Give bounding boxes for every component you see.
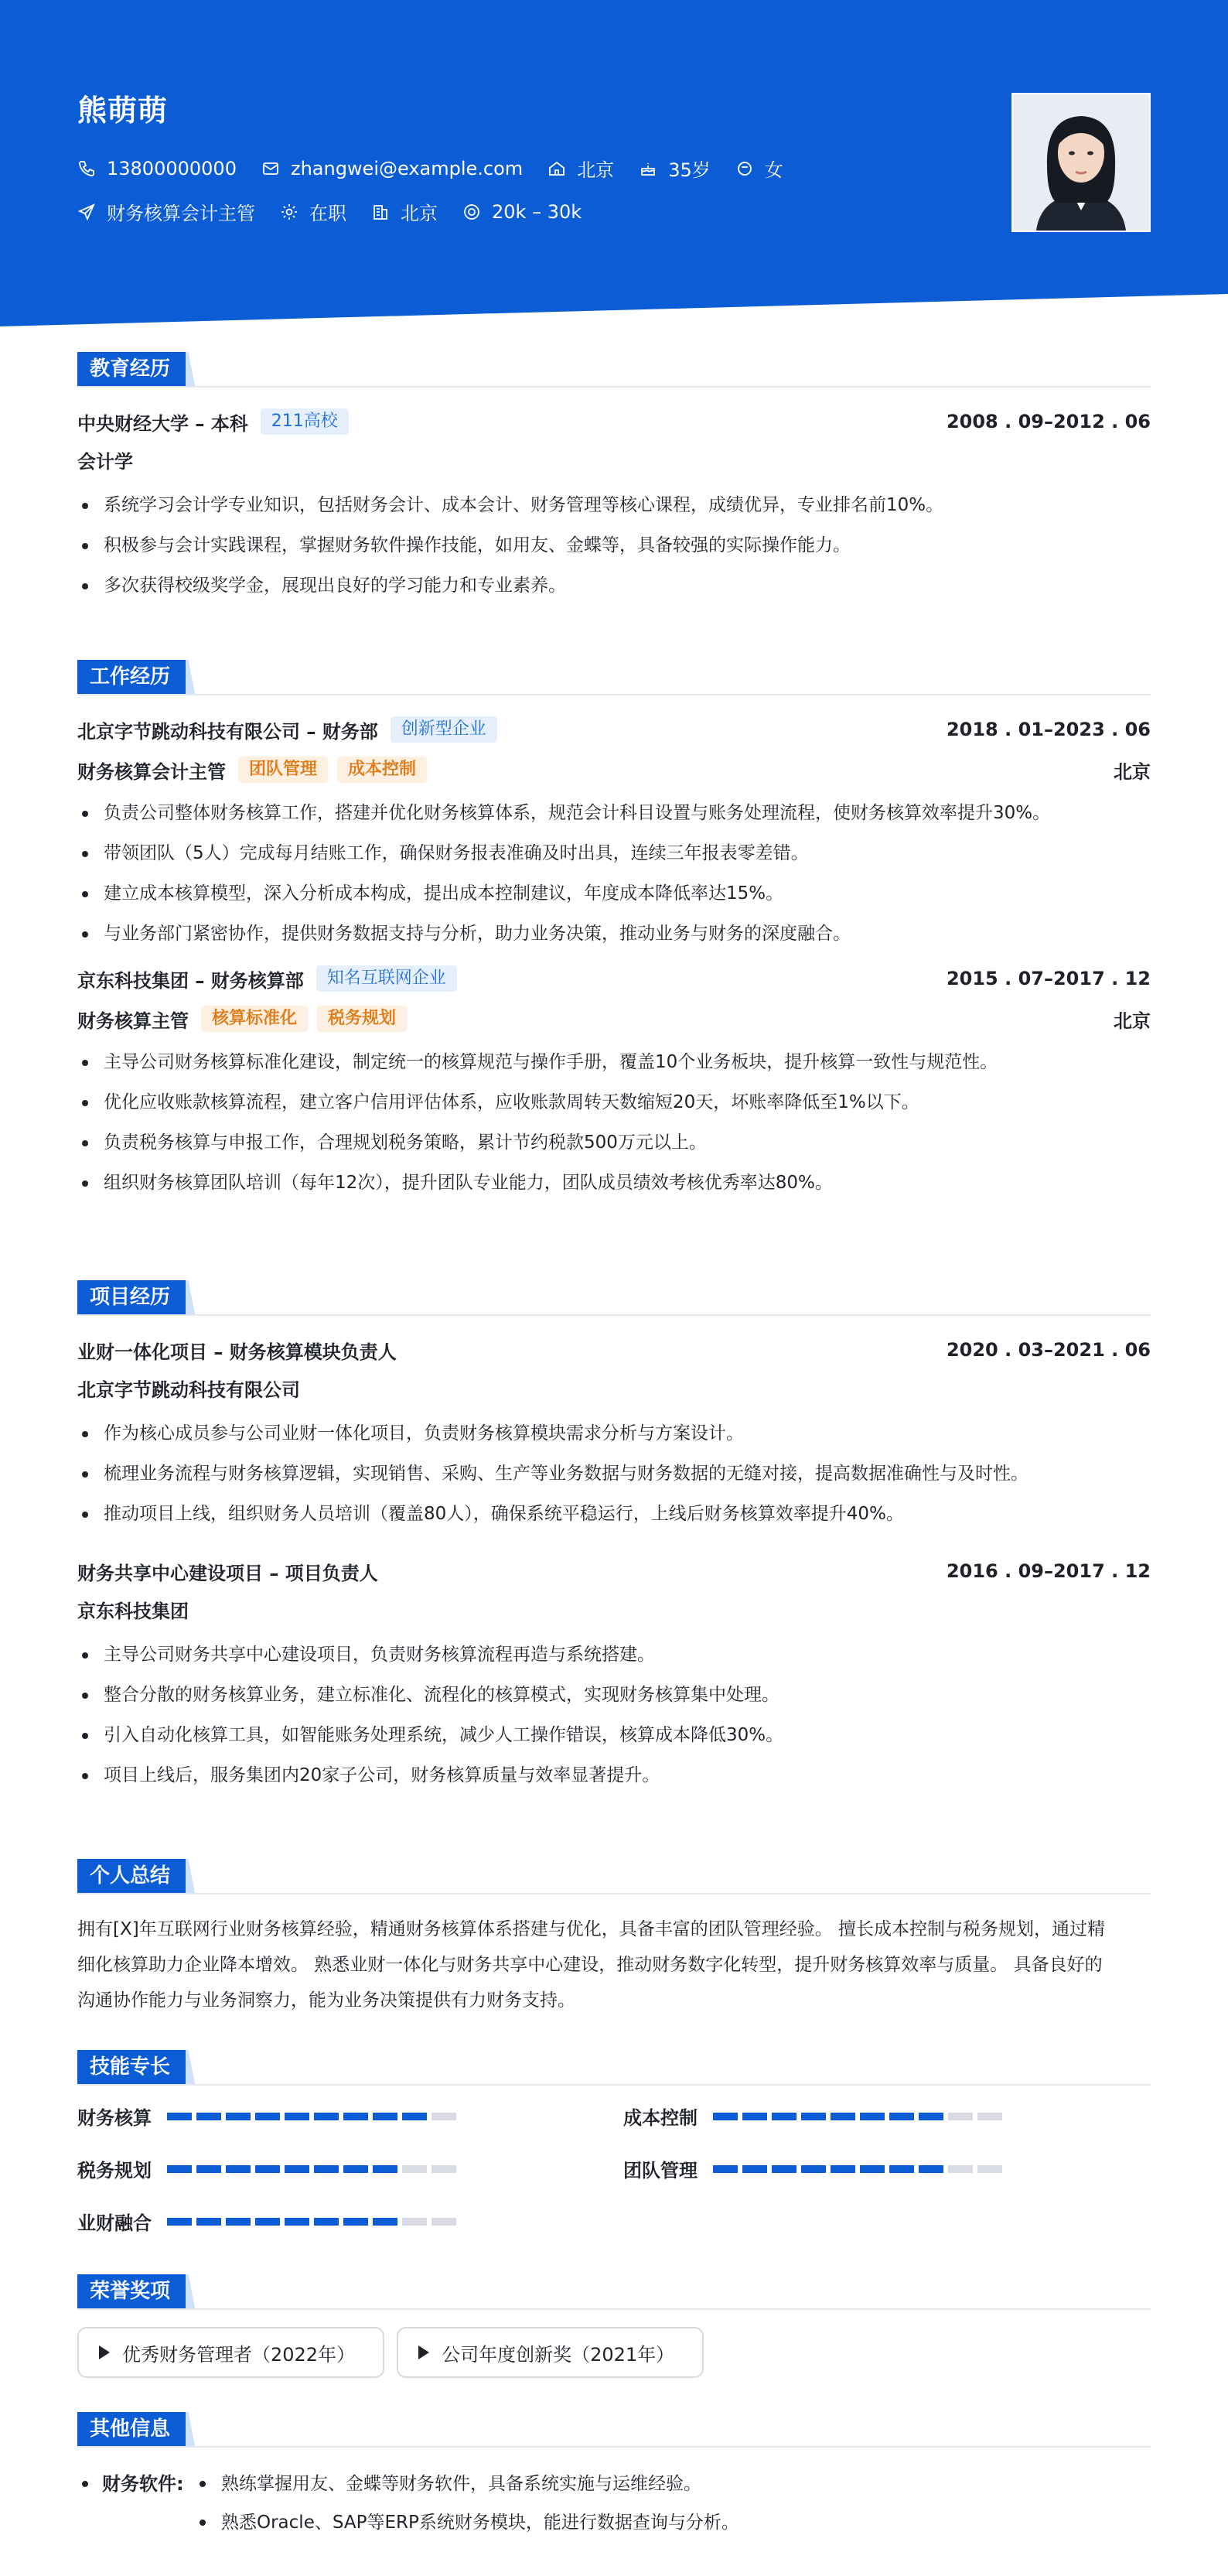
list-item: 多次获得校级奖学金，展现出良好的学习能力和专业素养。	[77, 565, 1151, 606]
home-icon	[547, 159, 566, 178]
skill-level-bar	[167, 2165, 461, 2173]
list-item: 引入自动化核算工具，如智能账务处理系统，减少人工操作错误，核算成本降低30%。	[77, 1715, 1151, 1755]
skills-grid	[77, 2103, 1151, 2257]
skill-segment-empty	[432, 2165, 456, 2173]
gear-icon	[280, 203, 298, 221]
skill-name: 财务核算	[77, 2107, 152, 2129]
skill-segment-filled	[831, 2113, 855, 2120]
skill-segment-empty	[977, 2165, 1002, 2173]
gender-item	[735, 155, 783, 182]
skill-segment-filled	[373, 2113, 397, 2120]
list-item: 组织财务核算团队培训（每年12次），提升团队专业能力，团队成员绩效考核优秀率达80%。	[77, 1163, 1151, 1203]
list-item: 与业务部门紧密协作，提供财务数据支持与分析，助力业务决策，推动业务与财务的深度融合。	[77, 914, 1151, 954]
job-bullets	[77, 793, 1151, 954]
play-icon	[418, 2345, 429, 2359]
summary-line: 拥有[X]年互联网行业财务核算经验，精通财务核算体系搭建与优化，具备丰富的团队管理经验。 擅长成本控制与税务规划，通过精	[77, 1919, 1106, 1939]
section-title-text: 工作经历	[77, 660, 186, 694]
skill-item	[77, 2208, 461, 2235]
other-section	[77, 2412, 1151, 2542]
phone-item	[77, 158, 237, 179]
section-divider	[77, 2446, 1151, 2448]
building-icon	[371, 203, 390, 221]
projects-section	[77, 1280, 1151, 1795]
skill-segment-filled	[285, 2113, 309, 2120]
skill-segment-filled	[255, 2113, 280, 2120]
list-item: 项目上线后，服务集团内20家子公司，财务核算质量与效率显著提升。	[77, 1755, 1151, 1795]
skill-segment-filled	[889, 2165, 914, 2173]
software-list	[195, 2465, 739, 2542]
summary-line: 沟通协作能力与业务洞察力，能为业务决策提供有力财务支持。	[77, 1990, 575, 2011]
company-tag: 知名互联网企业	[316, 965, 457, 992]
skill-segment-filled	[772, 2165, 796, 2173]
gender-icon	[735, 159, 754, 178]
award-text: 优秀财务管理者（2022年）	[122, 2343, 356, 2366]
section-divider	[77, 386, 1151, 388]
skill-level-bar	[713, 2113, 1007, 2120]
award-text: 公司年度创新奖（2021年）	[442, 2343, 675, 2366]
list-item: 负责税务核算与申报工作，合理规划税务策略，累计节约税款500万元以上。	[77, 1122, 1151, 1163]
role-tag: 团队管理	[238, 757, 328, 783]
job-role: 财务核算主管	[77, 1010, 189, 1032]
skill-segment-empty	[432, 2113, 456, 2120]
skill-item	[623, 2103, 1007, 2130]
list-item: 优化应收账款核算流程，建立客户信用评估体系，应收账款周转天数缩短20天，坏账率降低至1%以下。	[77, 1082, 1151, 1122]
section-title-education	[77, 352, 1151, 388]
skill-segment-empty	[948, 2165, 973, 2173]
skill-segment-filled	[196, 2218, 221, 2226]
profile-photo	[1011, 93, 1151, 232]
skill-segment-empty	[948, 2113, 973, 2120]
skill-segment-filled	[343, 2113, 368, 2120]
city-text: 北京	[577, 159, 615, 181]
skill-segment-filled	[373, 2165, 397, 2173]
salary-item	[462, 201, 582, 223]
list-item: 系统学习会计学专业知识，包括财务会计、成本会计、财务管理等核心课程，成绩优异，专业排名前10%。	[77, 485, 1151, 525]
list-item: 推动项目上线，组织财务人员培训（覆盖80人），确保系统平稳运行，上线后财务核算效率提升40%。	[77, 1494, 1151, 1534]
section-title-summary	[77, 1859, 1151, 1894]
role-tag: 税务规划	[317, 1006, 407, 1032]
skill-segment-filled	[860, 2113, 885, 2120]
position-item	[77, 198, 255, 225]
cake-icon	[639, 159, 657, 178]
education-date: 2008 . 09–2012 . 06	[946, 411, 1151, 432]
skill-segment-filled	[196, 2165, 221, 2173]
section-title-text: 荣誉奖项	[77, 2274, 186, 2308]
skill-segment-filled	[255, 2165, 280, 2173]
section-title-work	[77, 660, 1151, 695]
project-bullets	[77, 1635, 1151, 1795]
other-info	[77, 2465, 1151, 2542]
skill-segment-filled	[713, 2113, 738, 2120]
skill-segment-filled	[801, 2113, 826, 2120]
play-icon	[99, 2345, 110, 2359]
job-date: 2018 . 01–2023 . 06	[946, 719, 1151, 740]
skill-segment-filled	[314, 2113, 339, 2120]
work-city-item	[371, 198, 438, 225]
resume-header	[0, 0, 1228, 333]
section-title-text: 教育经历	[77, 352, 186, 386]
skill-segment-filled	[919, 2165, 943, 2173]
skill-name: 成本控制	[623, 2107, 698, 2129]
section-title-projects	[77, 1280, 1151, 1316]
skill-segment-filled	[167, 2113, 192, 2120]
age-text: 35岁	[668, 159, 711, 181]
skill-segment-empty	[402, 2218, 427, 2226]
skill-name: 团队管理	[623, 2160, 698, 2181]
avatar	[1013, 94, 1149, 231]
software-label: 财务软件:	[77, 2465, 184, 2503]
job-bullets	[77, 1042, 1151, 1203]
city-item	[547, 155, 614, 182]
section-title-awards	[77, 2274, 1151, 2310]
section-divider	[77, 1314, 1151, 1316]
company-name: 北京字节跳动科技有限公司 – 财务部	[77, 720, 378, 743]
work-section	[77, 660, 1151, 1203]
skill-segment-empty	[402, 2165, 427, 2173]
skill-segment-filled	[314, 2218, 339, 2226]
project-bullets	[77, 1413, 1151, 1534]
skill-level-bar	[167, 2218, 461, 2226]
summary-line: 细化核算助力企业降本增效。 熟悉业财一体化与财务共享中心建设，推动财务数字化转型，提升财务核算效率与质量。 具备良好的	[77, 1955, 1103, 1975]
job-entry	[77, 712, 1151, 954]
skill-segment-filled	[167, 2218, 192, 2226]
skill-segment-filled	[713, 2165, 738, 2173]
list-item: 主导公司财务共享中心建设项目，负责财务核算流程再造与系统搭建。	[77, 1635, 1151, 1675]
skill-segment-filled	[402, 2113, 427, 2120]
list-item: 整合分散的财务核算业务，建立标准化、流程化的核算模式，实现财务核算集中处理。	[77, 1675, 1151, 1715]
candidate-name: 熊萌萌	[77, 94, 169, 128]
skill-item	[77, 2103, 461, 2130]
position-text: 财务核算会计主管	[107, 203, 255, 224]
skill-segment-filled	[314, 2165, 339, 2173]
email-item	[261, 158, 523, 179]
list-item: 带领团队（5人）完成每月结账工作，确保财务报表准确及时出具，连续三年报表零差错。	[77, 833, 1151, 873]
career-row	[77, 198, 606, 225]
project-org: 京东科技集团	[77, 1601, 189, 1622]
education-section	[77, 352, 1151, 606]
salary-text: 20k – 30k	[492, 200, 582, 223]
skill-segment-filled	[343, 2165, 368, 2173]
mail-icon	[261, 159, 280, 178]
project-date: 2016 . 09–2017 . 12	[946, 1560, 1151, 1582]
gender-text: 女	[764, 159, 783, 181]
skill-segment-filled	[889, 2113, 914, 2120]
skill-name: 业财融合	[77, 2212, 152, 2234]
section-title-text: 项目经历	[77, 1280, 186, 1314]
skill-segment-filled	[255, 2218, 280, 2226]
education-bullets	[77, 485, 1151, 606]
skill-segment-filled	[226, 2113, 251, 2120]
section-title-text: 其他信息	[77, 2412, 186, 2446]
list-item: 梳理业务流程与财务核算逻辑，实现销售、采购、生产等业务数据与财务数据的无缝对接，提高数据准确性与及时性。	[77, 1454, 1151, 1494]
job-city: 北京	[1114, 760, 1151, 783]
skill-segment-filled	[226, 2218, 251, 2226]
project-name: 财务共享中心建设项目 – 项目负责人	[77, 1562, 378, 1584]
section-divider	[77, 1893, 1151, 1894]
skill-segment-filled	[226, 2165, 251, 2173]
list-item: 积极参与会计实践课程，掌握财务软件操作技能，如用友、金蝶等，具备较强的实际操作能力。	[77, 525, 1151, 565]
school-tag: 211高校	[261, 408, 349, 435]
skill-segment-filled	[860, 2165, 885, 2173]
list-item: 建立成本核算模型，深入分析成本构成，提出成本控制建议，年度成本降低率达15%。	[77, 873, 1151, 914]
company-name: 京东科技集团 – 财务核算部	[77, 969, 304, 992]
skill-segment-empty	[432, 2218, 456, 2226]
list-item: 负责公司整体财务核算工作，搭建并优化财务核算体系，规范会计科目设置与账务处理流程，使财务核算效率提升30%。	[77, 793, 1151, 833]
skill-level-bar	[713, 2165, 1007, 2173]
project-org: 北京字节跳动科技有限公司	[77, 1379, 300, 1401]
list-item: 主导公司财务核算标准化建设，制定统一的核算规范与操作手册，覆盖10个业务板块，提升核算一致性与规范性。	[77, 1042, 1151, 1082]
email-text: zhangwei@example.com	[290, 157, 524, 179]
work-city-text: 北京	[401, 203, 438, 224]
skill-segment-empty	[977, 2113, 1002, 2120]
school-name: 中央财经大学 – 本科	[77, 412, 248, 435]
award-item	[77, 2327, 384, 2378]
skill-level-bar	[167, 2113, 461, 2120]
send-icon	[77, 203, 96, 221]
skill-segment-filled	[167, 2165, 192, 2173]
skill-segment-filled	[343, 2218, 368, 2226]
section-title-skills	[77, 2050, 1151, 2086]
list-item: 熟练掌握用友、金蝶等财务软件，具备系统实施与运维经验。	[195, 2465, 739, 2503]
skill-segment-filled	[373, 2218, 397, 2226]
awards-section	[77, 2274, 1151, 2378]
status-text: 在职	[309, 203, 346, 224]
section-title-other	[77, 2412, 1151, 2448]
skills-section	[77, 2050, 1151, 2257]
project-date: 2020 . 03–2021 . 06	[946, 1339, 1151, 1361]
section-title-text: 个人总结	[77, 1859, 186, 1893]
skill-segment-filled	[919, 2113, 943, 2120]
role-tag: 成本控制	[337, 757, 427, 783]
education-row	[77, 405, 1151, 439]
skill-name: 税务规划	[77, 2160, 152, 2181]
major: 会计学	[77, 451, 133, 473]
awards-list	[77, 2327, 1151, 2378]
skill-item	[77, 2155, 461, 2182]
status-item	[280, 198, 346, 225]
company-tag: 创新型企业	[391, 716, 497, 743]
coin-icon	[462, 203, 481, 221]
skill-segment-filled	[196, 2113, 221, 2120]
list-item: 熟悉Oracle、SAP等ERP系统财务模块，能进行数据查询与分析。	[195, 2503, 739, 2542]
role-tag: 核算标准化	[201, 1006, 308, 1032]
skill-item	[623, 2155, 1007, 2182]
award-item	[397, 2327, 704, 2378]
skill-segment-filled	[801, 2165, 826, 2173]
skill-segment-filled	[831, 2165, 855, 2173]
project-entry	[77, 1333, 1151, 1534]
job-date: 2015 . 07–2017 . 12	[946, 968, 1151, 989]
project-name: 业财一体化项目 – 财务核算模块负责人	[77, 1341, 397, 1363]
section-divider	[77, 694, 1151, 695]
age-item	[639, 155, 711, 182]
skill-segment-filled	[285, 2218, 309, 2226]
phone-icon	[77, 159, 96, 178]
project-entry	[77, 1554, 1151, 1795]
phone-text: 13800000000	[107, 157, 237, 179]
section-title-text: 技能专长	[77, 2050, 186, 2084]
job-role: 财务核算会计主管	[77, 760, 226, 783]
skill-segment-filled	[742, 2113, 767, 2120]
list-item: 作为核心成员参与公司业财一体化项目，负责财务核算模块需求分析与方案设计。	[77, 1413, 1151, 1454]
skill-segment-filled	[772, 2113, 796, 2120]
job-city: 北京	[1114, 1010, 1151, 1032]
summary-section	[77, 1859, 1151, 2018]
section-divider	[77, 2084, 1151, 2086]
job-entry	[77, 962, 1151, 1203]
contact-row	[77, 155, 808, 182]
section-divider	[77, 2308, 1151, 2310]
skill-segment-filled	[285, 2165, 309, 2173]
skill-segment-filled	[742, 2165, 767, 2173]
